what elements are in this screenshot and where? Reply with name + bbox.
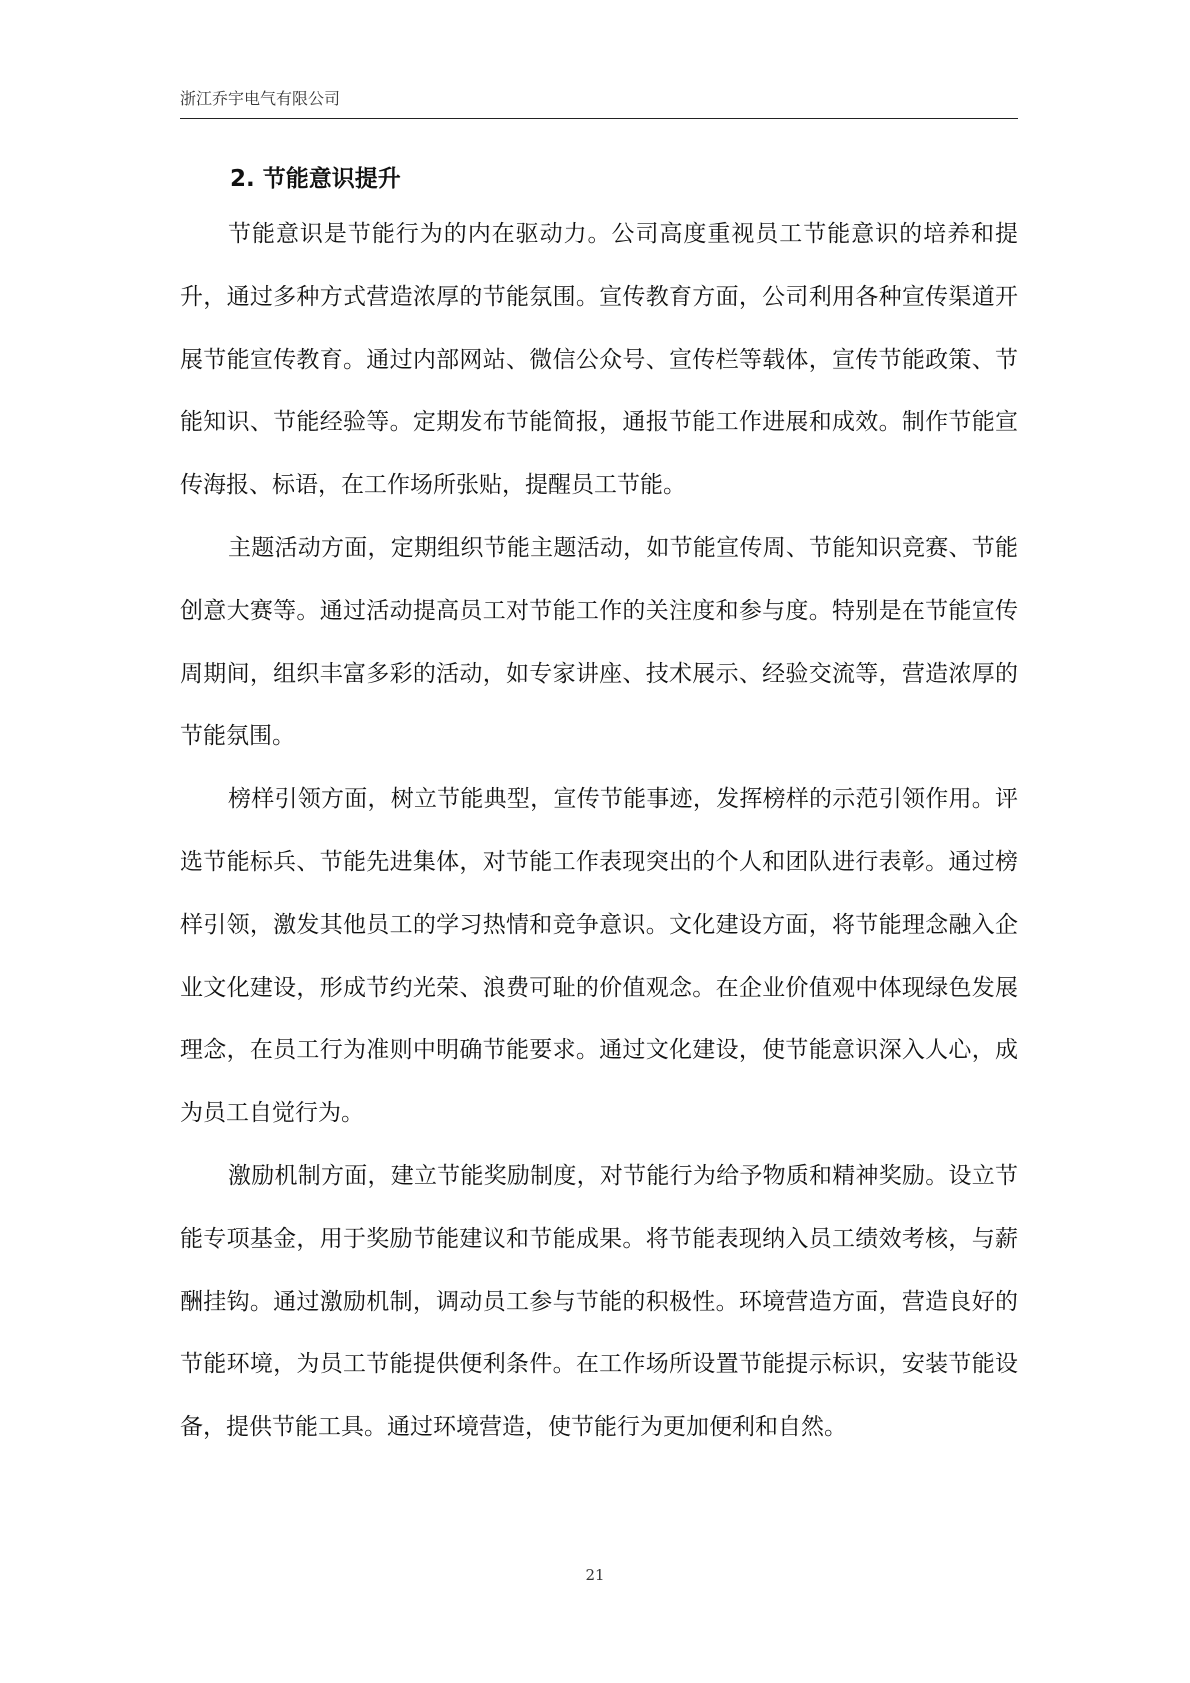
section-title: 2. 节能意识提升 [230, 166, 401, 192]
paragraph-awareness-intro: 节能意识是节能行为的内在驱动力。公司高度重视员工节能意识的培养和提升，通过多种方式营造浓厚的节能氛围。宣传教育方面，公司利用各种宣传渠道开展节能宣传教育。通过内部网站、微信公众号、宣传栏等载体，宣传节能政策、节能知识、节能经验等。定期发布节能简报，通报节能工作进展和成效。制作节能宣传海报、标语，在工作场所张贴，提醒员工节能。 [180, 221, 1018, 499]
document-body [180, 155, 1018, 1459]
paragraph-role-models-culture: 榜样引领方面，树立节能典型，宣传节能事迹，发挥榜样的示范引领作用。评选节能标兵、节能先进集体，对节能工作表现突出的个人和团队进行表彰。通过榜样引领，激发其他员工的学习热情和竞争意识。文化建设方面，将节能理念融入企业文化建设，形成节约光荣、浪费可耻的价值观念。在企业价值观中体现绿色发展理念，在员工行为准则中明确节能要求。通过文化建设，使节能意识深入人心，成为员工自觉行为。 [180, 786, 1018, 1127]
company-name: 浙江乔宇电气有限公司 [180, 89, 341, 108]
paragraph-incentives-environment: 激励机制方面，建立节能奖励制度，对节能行为给予物质和精神奖励。设立节能专项基金，用于奖励节能建议和节能成果。将节能表现纳入员工绩效考核，与薪酬挂钩。通过激励机制，调动员工参与节能的积极性。环境营造方面，营造良好的节能环境，为员工节能提供便利条件。在工作场所设置节能提示标识，安装节能设备，提供节能工具。通过环境营造，使节能行为更加便利和自然。 [180, 1162, 1018, 1441]
paragraph-theme-activities: 主题活动方面，定期组织节能主题活动，如节能宣传周、节能知识竞赛、节能创意大赛等。通过活动提高员工对节能工作的关注度和参与度。特别是在节能宣传周期间，组织丰富多彩的活动，如专家讲座、技术展示、经验交流等，营造浓厚的节能氛围。 [180, 534, 1018, 750]
page-header [180, 88, 1018, 119]
page-number: 21 [585, 1566, 605, 1584]
